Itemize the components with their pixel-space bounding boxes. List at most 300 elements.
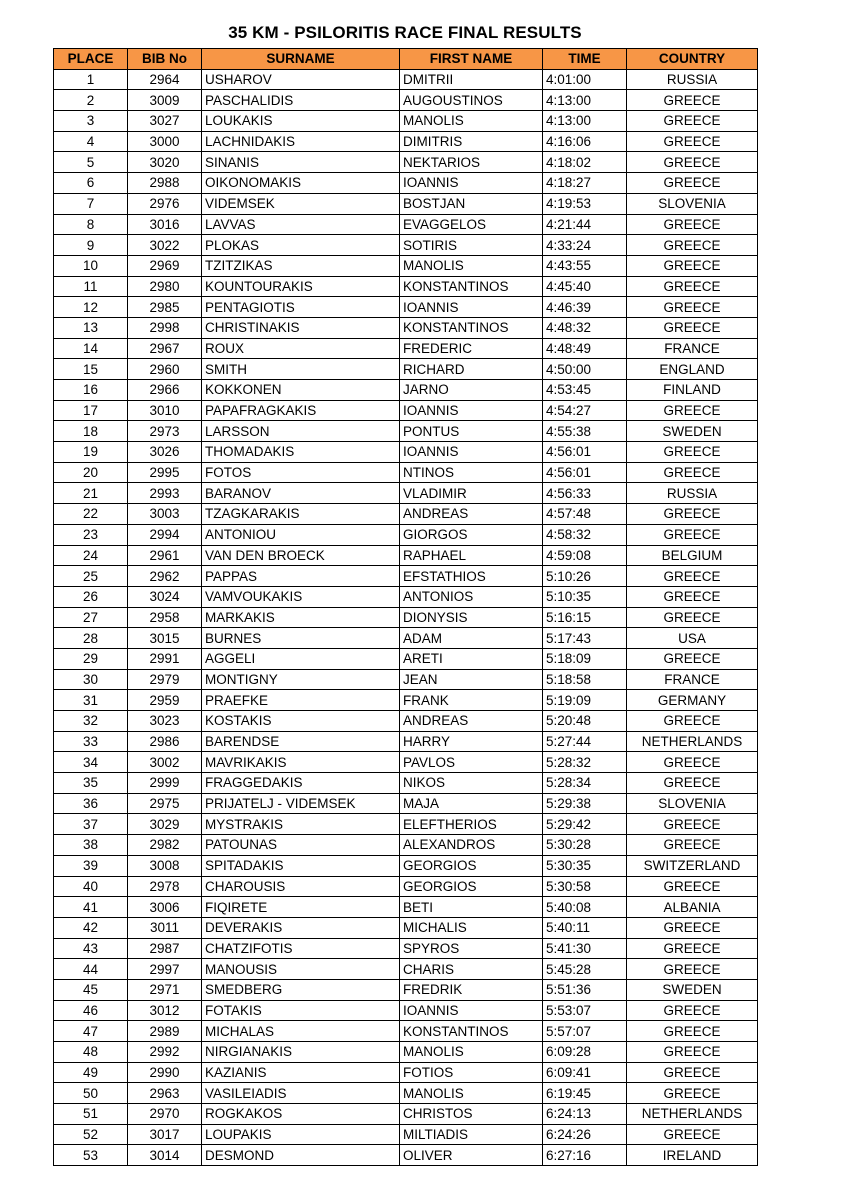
table-row xyxy=(54,193,758,214)
cell-place: 8 xyxy=(54,214,128,235)
cell-time: 5:20:48 xyxy=(543,711,627,732)
cell-country: SWEDEN xyxy=(627,979,758,1000)
table-row xyxy=(54,1104,758,1125)
cell-bib-no: 2969 xyxy=(128,255,202,276)
cell-time: 5:29:38 xyxy=(543,793,627,814)
table-row xyxy=(54,1021,758,1042)
cell-surname: LOUPAKIS xyxy=(202,1124,400,1145)
cell-surname: LACHNIDAKIS xyxy=(202,131,400,152)
cell-time: 5:27:44 xyxy=(543,731,627,752)
cell-bib-no: 3006 xyxy=(128,897,202,918)
cell-surname: THOMADAKIS xyxy=(202,442,400,463)
table-row xyxy=(54,359,758,380)
cell-bib-no: 3020 xyxy=(128,152,202,173)
cell-surname: PRIJATELJ - VIDEMSEK xyxy=(202,793,400,814)
cell-bib-no: 3014 xyxy=(128,1145,202,1166)
cell-bib-no: 2973 xyxy=(128,421,202,442)
cell-country: GREECE xyxy=(627,917,758,938)
table-row xyxy=(54,1083,758,1104)
cell-time: 4:16:06 xyxy=(543,131,627,152)
cell-place: 32 xyxy=(54,711,128,732)
cell-country: GREECE xyxy=(627,938,758,959)
cell-country: GREECE xyxy=(627,131,758,152)
table-row xyxy=(54,876,758,897)
cell-place: 5 xyxy=(54,152,128,173)
cell-surname: SMITH xyxy=(202,359,400,380)
cell-surname: DEVERAKIS xyxy=(202,917,400,938)
cell-bib-no: 3002 xyxy=(128,752,202,773)
cell-surname: CHAROUSIS xyxy=(202,876,400,897)
cell-bib-no: 3022 xyxy=(128,235,202,256)
cell-surname: TZAGKARAKIS xyxy=(202,504,400,525)
cell-place: 40 xyxy=(54,876,128,897)
cell-country: FRANCE xyxy=(627,338,758,359)
table-row xyxy=(54,338,758,359)
results-body xyxy=(54,69,758,1165)
table-row xyxy=(54,814,758,835)
table-row xyxy=(54,566,758,587)
cell-bib-no: 3029 xyxy=(128,814,202,835)
header-surname: SURNAME xyxy=(202,49,400,70)
cell-country: GREECE xyxy=(627,90,758,111)
table-row xyxy=(54,524,758,545)
cell-country: GREECE xyxy=(627,1042,758,1063)
cell-surname: AGGELI xyxy=(202,648,400,669)
cell-bib-no: 3017 xyxy=(128,1124,202,1145)
cell-time: 6:19:45 xyxy=(543,1083,627,1104)
header-place: PLACE xyxy=(54,49,128,70)
cell-time: 4:48:32 xyxy=(543,317,627,338)
cell-country: GREECE xyxy=(627,276,758,297)
cell-first-name: GIORGOS xyxy=(400,524,543,545)
table-row xyxy=(54,711,758,732)
cell-surname: MONTIGNY xyxy=(202,669,400,690)
cell-bib-no: 3009 xyxy=(128,90,202,111)
cell-place: 17 xyxy=(54,400,128,421)
cell-first-name: FRANK xyxy=(400,690,543,711)
cell-time: 6:24:26 xyxy=(543,1124,627,1145)
cell-surname: BARANOV xyxy=(202,483,400,504)
cell-place: 1 xyxy=(54,69,128,90)
cell-country: NETHERLANDS xyxy=(627,1104,758,1125)
cell-surname: MICHALAS xyxy=(202,1021,400,1042)
table-row xyxy=(54,297,758,318)
cell-country: NETHERLANDS xyxy=(627,731,758,752)
table-row xyxy=(54,421,758,442)
cell-bib-no: 2959 xyxy=(128,690,202,711)
cell-bib-no: 2966 xyxy=(128,380,202,401)
cell-place: 14 xyxy=(54,338,128,359)
cell-surname: FRAGGEDAKIS xyxy=(202,773,400,794)
table-row xyxy=(54,400,758,421)
cell-surname: SMEDBERG xyxy=(202,979,400,1000)
cell-time: 5:18:09 xyxy=(543,648,627,669)
table-row xyxy=(54,731,758,752)
cell-place: 41 xyxy=(54,897,128,918)
cell-time: 4:33:24 xyxy=(543,235,627,256)
cell-country: GREECE xyxy=(627,752,758,773)
cell-first-name: NTINOS xyxy=(400,462,543,483)
cell-country: SLOVENIA xyxy=(627,793,758,814)
cell-bib-no: 2991 xyxy=(128,648,202,669)
cell-first-name: IOANNIS xyxy=(400,173,543,194)
cell-surname: LOUKAKIS xyxy=(202,111,400,132)
table-row xyxy=(54,111,758,132)
cell-time: 4:59:08 xyxy=(543,545,627,566)
cell-country: GREECE xyxy=(627,462,758,483)
cell-country: FRANCE xyxy=(627,669,758,690)
cell-bib-no: 2988 xyxy=(128,173,202,194)
cell-place: 35 xyxy=(54,773,128,794)
cell-surname: PAPAFRAGKAKIS xyxy=(202,400,400,421)
cell-bib-no: 3011 xyxy=(128,917,202,938)
cell-country: GREECE xyxy=(627,524,758,545)
header-bib-no: BIB No xyxy=(128,49,202,70)
cell-country: GREECE xyxy=(627,959,758,980)
cell-first-name: AUGOUSTINOS xyxy=(400,90,543,111)
cell-bib-no: 2963 xyxy=(128,1083,202,1104)
cell-bib-no: 3023 xyxy=(128,711,202,732)
table-row xyxy=(54,773,758,794)
cell-surname: FOTOS xyxy=(202,462,400,483)
header-country: COUNTRY xyxy=(627,49,758,70)
cell-first-name: DIONYSIS xyxy=(400,607,543,628)
cell-time: 5:30:35 xyxy=(543,855,627,876)
table-row xyxy=(54,607,758,628)
cell-bib-no: 3027 xyxy=(128,111,202,132)
cell-first-name: MANOLIS xyxy=(400,1042,543,1063)
cell-first-name: ANDREAS xyxy=(400,504,543,525)
cell-place: 51 xyxy=(54,1104,128,1125)
cell-bib-no: 2975 xyxy=(128,793,202,814)
cell-surname: LARSSON xyxy=(202,421,400,442)
cell-first-name: GEORGIOS xyxy=(400,876,543,897)
table-row xyxy=(54,442,758,463)
cell-place: 19 xyxy=(54,442,128,463)
cell-time: 6:09:41 xyxy=(543,1062,627,1083)
cell-surname: BURNES xyxy=(202,628,400,649)
cell-first-name: NEKTARIOS xyxy=(400,152,543,173)
cell-time: 5:40:08 xyxy=(543,897,627,918)
cell-first-name: IOANNIS xyxy=(400,442,543,463)
cell-first-name: MICHALIS xyxy=(400,917,543,938)
cell-time: 5:10:35 xyxy=(543,586,627,607)
cell-first-name: KONSTANTINOS xyxy=(400,317,543,338)
cell-country: GREECE xyxy=(627,1000,758,1021)
cell-time: 5:41:30 xyxy=(543,938,627,959)
cell-time: 5:40:11 xyxy=(543,917,627,938)
cell-time: 5:30:58 xyxy=(543,876,627,897)
cell-place: 33 xyxy=(54,731,128,752)
cell-first-name: CHRISTOS xyxy=(400,1104,543,1125)
cell-country: GREECE xyxy=(627,835,758,856)
cell-place: 30 xyxy=(54,669,128,690)
cell-country: GREECE xyxy=(627,1021,758,1042)
cell-bib-no: 2985 xyxy=(128,297,202,318)
cell-bib-no: 2958 xyxy=(128,607,202,628)
cell-time: 4:56:01 xyxy=(543,462,627,483)
table-row xyxy=(54,1062,758,1083)
cell-first-name: FREDERIC xyxy=(400,338,543,359)
cell-first-name: BETI xyxy=(400,897,543,918)
cell-surname: ROUX xyxy=(202,338,400,359)
cell-surname: MYSTRAKIS xyxy=(202,814,400,835)
cell-bib-no: 2998 xyxy=(128,317,202,338)
cell-place: 42 xyxy=(54,917,128,938)
cell-first-name: OLIVER xyxy=(400,1145,543,1166)
cell-surname: PAPPAS xyxy=(202,566,400,587)
cell-time: 5:18:58 xyxy=(543,669,627,690)
cell-surname: KOSTAKIS xyxy=(202,711,400,732)
cell-surname: CHRISTINAKIS xyxy=(202,317,400,338)
cell-first-name: ADAM xyxy=(400,628,543,649)
cell-time: 5:10:26 xyxy=(543,566,627,587)
cell-surname: KOUNTOURAKIS xyxy=(202,276,400,297)
table-row xyxy=(54,317,758,338)
cell-surname: MANOUSIS xyxy=(202,959,400,980)
table-row xyxy=(54,938,758,959)
cell-time: 4:46:39 xyxy=(543,297,627,318)
results-table xyxy=(53,48,758,1166)
cell-place: 29 xyxy=(54,648,128,669)
cell-bib-no: 2990 xyxy=(128,1062,202,1083)
cell-bib-no: 3000 xyxy=(128,131,202,152)
cell-bib-no: 3008 xyxy=(128,855,202,876)
cell-first-name: JARNO xyxy=(400,380,543,401)
cell-time: 4:56:01 xyxy=(543,442,627,463)
cell-bib-no: 2967 xyxy=(128,338,202,359)
cell-bib-no: 2992 xyxy=(128,1042,202,1063)
cell-bib-no: 3012 xyxy=(128,1000,202,1021)
cell-time: 4:45:40 xyxy=(543,276,627,297)
cell-surname: SINANIS xyxy=(202,152,400,173)
cell-place: 11 xyxy=(54,276,128,297)
cell-bib-no: 3024 xyxy=(128,586,202,607)
cell-country: GREECE xyxy=(627,111,758,132)
cell-first-name: RAPHAEL xyxy=(400,545,543,566)
cell-surname: BARENDSE xyxy=(202,731,400,752)
cell-first-name: CHARIS xyxy=(400,959,543,980)
cell-time: 5:53:07 xyxy=(543,1000,627,1021)
cell-place: 43 xyxy=(54,938,128,959)
cell-place: 34 xyxy=(54,752,128,773)
cell-first-name: PONTUS xyxy=(400,421,543,442)
cell-country: GREECE xyxy=(627,1062,758,1083)
table-row xyxy=(54,483,758,504)
cell-first-name: KONSTANTINOS xyxy=(400,1021,543,1042)
cell-country: USA xyxy=(627,628,758,649)
cell-bib-no: 2976 xyxy=(128,193,202,214)
cell-bib-no: 2961 xyxy=(128,545,202,566)
cell-time: 6:24:13 xyxy=(543,1104,627,1125)
cell-surname: CHATZIFOTIS xyxy=(202,938,400,959)
cell-first-name: ARETI xyxy=(400,648,543,669)
cell-country: ENGLAND xyxy=(627,359,758,380)
cell-country: GERMANY xyxy=(627,690,758,711)
cell-place: 37 xyxy=(54,814,128,835)
cell-country: GREECE xyxy=(627,214,758,235)
cell-first-name: BOSTJAN xyxy=(400,193,543,214)
cell-first-name: FOTIOS xyxy=(400,1062,543,1083)
cell-first-name: IOANNIS xyxy=(400,1000,543,1021)
cell-bib-no: 2964 xyxy=(128,69,202,90)
cell-country: GREECE xyxy=(627,297,758,318)
table-row xyxy=(54,917,758,938)
cell-place: 6 xyxy=(54,173,128,194)
cell-place: 48 xyxy=(54,1042,128,1063)
cell-country: BELGIUM xyxy=(627,545,758,566)
cell-bib-no: 2970 xyxy=(128,1104,202,1125)
cell-surname: MARKAKIS xyxy=(202,607,400,628)
cell-surname: PENTAGIOTIS xyxy=(202,297,400,318)
cell-surname: PATOUNAS xyxy=(202,835,400,856)
cell-surname: USHAROV xyxy=(202,69,400,90)
cell-first-name: VLADIMIR xyxy=(400,483,543,504)
cell-country: GREECE xyxy=(627,773,758,794)
cell-country: GREECE xyxy=(627,711,758,732)
table-row xyxy=(54,1000,758,1021)
cell-first-name: MILTIADIS xyxy=(400,1124,543,1145)
cell-country: GREECE xyxy=(627,400,758,421)
cell-first-name: ANDREAS xyxy=(400,711,543,732)
cell-country: GREECE xyxy=(627,607,758,628)
table-row xyxy=(54,545,758,566)
cell-place: 47 xyxy=(54,1021,128,1042)
cell-country: GREECE xyxy=(627,235,758,256)
cell-time: 5:19:09 xyxy=(543,690,627,711)
cell-first-name: SOTIRIS xyxy=(400,235,543,256)
cell-time: 4:13:00 xyxy=(543,111,627,132)
table-row xyxy=(54,959,758,980)
cell-first-name: ANTONIOS xyxy=(400,586,543,607)
cell-place: 39 xyxy=(54,855,128,876)
cell-time: 5:29:42 xyxy=(543,814,627,835)
cell-country: GREECE xyxy=(627,814,758,835)
cell-surname: TZITZIKAS xyxy=(202,255,400,276)
cell-time: 4:48:49 xyxy=(543,338,627,359)
cell-surname: KAZIANIS xyxy=(202,1062,400,1083)
cell-time: 4:21:44 xyxy=(543,214,627,235)
cell-first-name: NIKOS xyxy=(400,773,543,794)
cell-place: 20 xyxy=(54,462,128,483)
cell-first-name: RICHARD xyxy=(400,359,543,380)
cell-place: 53 xyxy=(54,1145,128,1166)
cell-place: 23 xyxy=(54,524,128,545)
cell-country: RUSSIA xyxy=(627,483,758,504)
cell-time: 4:56:33 xyxy=(543,483,627,504)
cell-place: 7 xyxy=(54,193,128,214)
cell-time: 4:13:00 xyxy=(543,90,627,111)
table-row xyxy=(54,90,758,111)
cell-bib-no: 2993 xyxy=(128,483,202,504)
cell-bib-no: 3003 xyxy=(128,504,202,525)
cell-time: 5:17:43 xyxy=(543,628,627,649)
cell-surname: PRAEFKE xyxy=(202,690,400,711)
cell-surname: SPITADAKIS xyxy=(202,855,400,876)
cell-place: 44 xyxy=(54,959,128,980)
table-row xyxy=(54,131,758,152)
cell-time: 4:50:00 xyxy=(543,359,627,380)
page-title: 35 KM - PSILORITIS RACE FINAL RESULTS xyxy=(228,23,582,42)
header-first-name: FIRST NAME xyxy=(400,49,543,70)
cell-bib-no: 2979 xyxy=(128,669,202,690)
cell-bib-no: 2971 xyxy=(128,979,202,1000)
cell-place: 25 xyxy=(54,566,128,587)
table-row xyxy=(54,276,758,297)
cell-country: GREECE xyxy=(627,317,758,338)
cell-place: 49 xyxy=(54,1062,128,1083)
table-row xyxy=(54,1042,758,1063)
table-header-row xyxy=(54,49,758,70)
table-row xyxy=(54,1124,758,1145)
cell-bib-no: 2999 xyxy=(128,773,202,794)
cell-bib-no: 3015 xyxy=(128,628,202,649)
cell-country: IRELAND xyxy=(627,1145,758,1166)
cell-time: 5:28:34 xyxy=(543,773,627,794)
cell-country: GREECE xyxy=(627,566,758,587)
cell-time: 4:53:45 xyxy=(543,380,627,401)
cell-place: 52 xyxy=(54,1124,128,1145)
cell-place: 27 xyxy=(54,607,128,628)
cell-surname: MAVRIKAKIS xyxy=(202,752,400,773)
table-row xyxy=(54,793,758,814)
cell-surname: PASCHALIDIS xyxy=(202,90,400,111)
cell-surname: VIDEMSEK xyxy=(202,193,400,214)
cell-place: 21 xyxy=(54,483,128,504)
table-row xyxy=(54,173,758,194)
cell-country: SWITZERLAND xyxy=(627,855,758,876)
cell-time: 4:57:48 xyxy=(543,504,627,525)
table-row xyxy=(54,504,758,525)
cell-time: 4:54:27 xyxy=(543,400,627,421)
cell-country: FINLAND xyxy=(627,380,758,401)
cell-bib-no: 2960 xyxy=(128,359,202,380)
cell-surname: KOKKONEN xyxy=(202,380,400,401)
cell-bib-no: 3010 xyxy=(128,400,202,421)
cell-first-name: DIMITRIS xyxy=(400,131,543,152)
cell-place: 10 xyxy=(54,255,128,276)
cell-first-name: GEORGIOS xyxy=(400,855,543,876)
cell-first-name: MAJA xyxy=(400,793,543,814)
table-row xyxy=(54,897,758,918)
table-row xyxy=(54,214,758,235)
cell-first-name: PAVLOS xyxy=(400,752,543,773)
table-row xyxy=(54,690,758,711)
cell-place: 15 xyxy=(54,359,128,380)
cell-place: 46 xyxy=(54,1000,128,1021)
cell-time: 4:19:53 xyxy=(543,193,627,214)
cell-time: 5:57:07 xyxy=(543,1021,627,1042)
cell-country: GREECE xyxy=(627,1124,758,1145)
cell-place: 16 xyxy=(54,380,128,401)
cell-country: GREECE xyxy=(627,255,758,276)
header-time: TIME xyxy=(543,49,627,70)
cell-country: SWEDEN xyxy=(627,421,758,442)
cell-first-name: KONSTANTINOS xyxy=(400,276,543,297)
cell-time: 4:58:32 xyxy=(543,524,627,545)
cell-bib-no: 2982 xyxy=(128,835,202,856)
cell-first-name: EVAGGELOS xyxy=(400,214,543,235)
cell-time: 5:28:32 xyxy=(543,752,627,773)
cell-bib-no: 2978 xyxy=(128,876,202,897)
table-row xyxy=(54,255,758,276)
cell-time: 4:01:00 xyxy=(543,69,627,90)
cell-first-name: DMITRII xyxy=(400,69,543,90)
cell-time: 4:18:27 xyxy=(543,173,627,194)
cell-surname: OIKONOMAKIS xyxy=(202,173,400,194)
cell-surname: VAMVOUKAKIS xyxy=(202,586,400,607)
cell-surname: LAVVAS xyxy=(202,214,400,235)
